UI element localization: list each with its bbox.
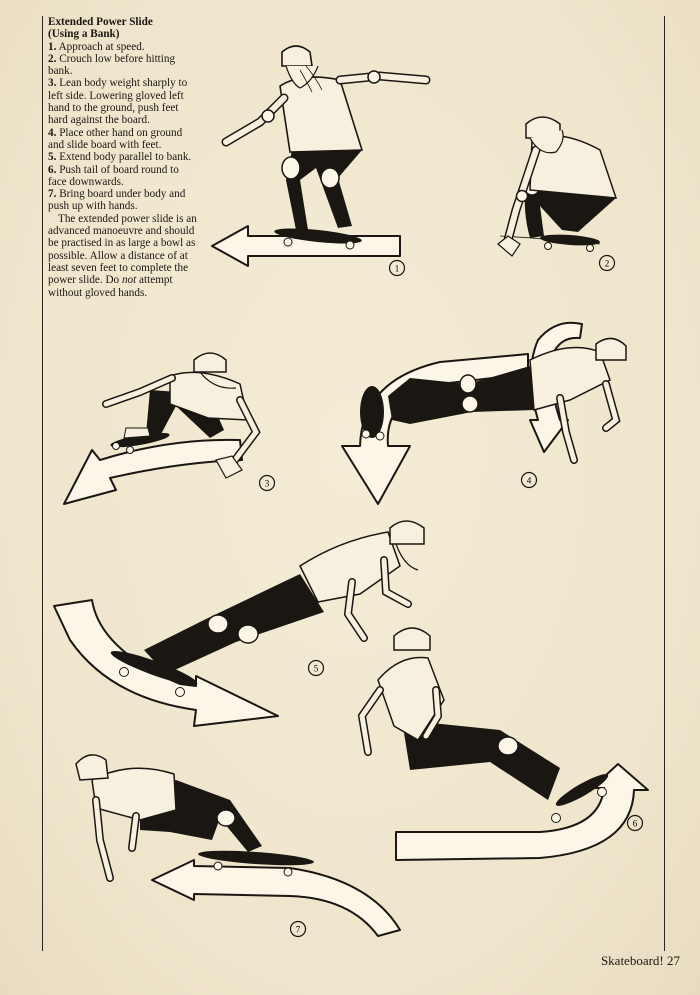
- article-subtitle: (Using a Bank): [48, 28, 120, 41]
- step-6: 6. Push tail of board round to face downwards.: [48, 163, 179, 188]
- figure-4: [342, 323, 626, 504]
- figure-3: [64, 353, 275, 504]
- figure-1: [212, 46, 426, 276]
- step-4: 4. Place other hand on ground and slide board with feet.: [48, 126, 183, 151]
- step-2: 2. Crouch low before hitting bank.: [48, 52, 176, 78]
- figure-7: [76, 755, 400, 937]
- figure-2: [498, 117, 616, 271]
- article-title: Extended Power Slide: [48, 16, 153, 28]
- figure-label-7: 7: [295, 924, 301, 935]
- arrow-3: [64, 440, 242, 504]
- page-footer: Skateboard! 27: [600, 953, 680, 968]
- figure-label-2: 2: [604, 258, 610, 269]
- step-5: 5. Extend body parallel to bank.: [48, 151, 192, 164]
- figure-5: [54, 521, 424, 726]
- step-7: 7. Bring board under body and push up with hands.: [48, 188, 186, 213]
- figure-6: [362, 628, 648, 860]
- figure-label-6: 6: [632, 818, 638, 829]
- step-3: 3. Lean body weight sharply to left side. Lowering gloved left hand to the ground, push feet hard against the board.: [48, 77, 188, 127]
- arrow-7: [152, 860, 400, 936]
- figure-label-4: 4: [526, 475, 532, 486]
- step-1: 1. Approach at speed.: [48, 40, 145, 53]
- figure-label-3: 3: [264, 478, 270, 489]
- figure-label-1: 1: [394, 263, 400, 274]
- note-emphasis: not: [121, 274, 137, 287]
- figure-label-5: 5: [313, 663, 319, 674]
- safety-note: The extended power slide is an advanced manoeuvre and should be practised in as large a bowl as possible. Allow a distance of at least seven feet to complete the power slide. Do not attempt without gloved hands.: [48, 212, 197, 299]
